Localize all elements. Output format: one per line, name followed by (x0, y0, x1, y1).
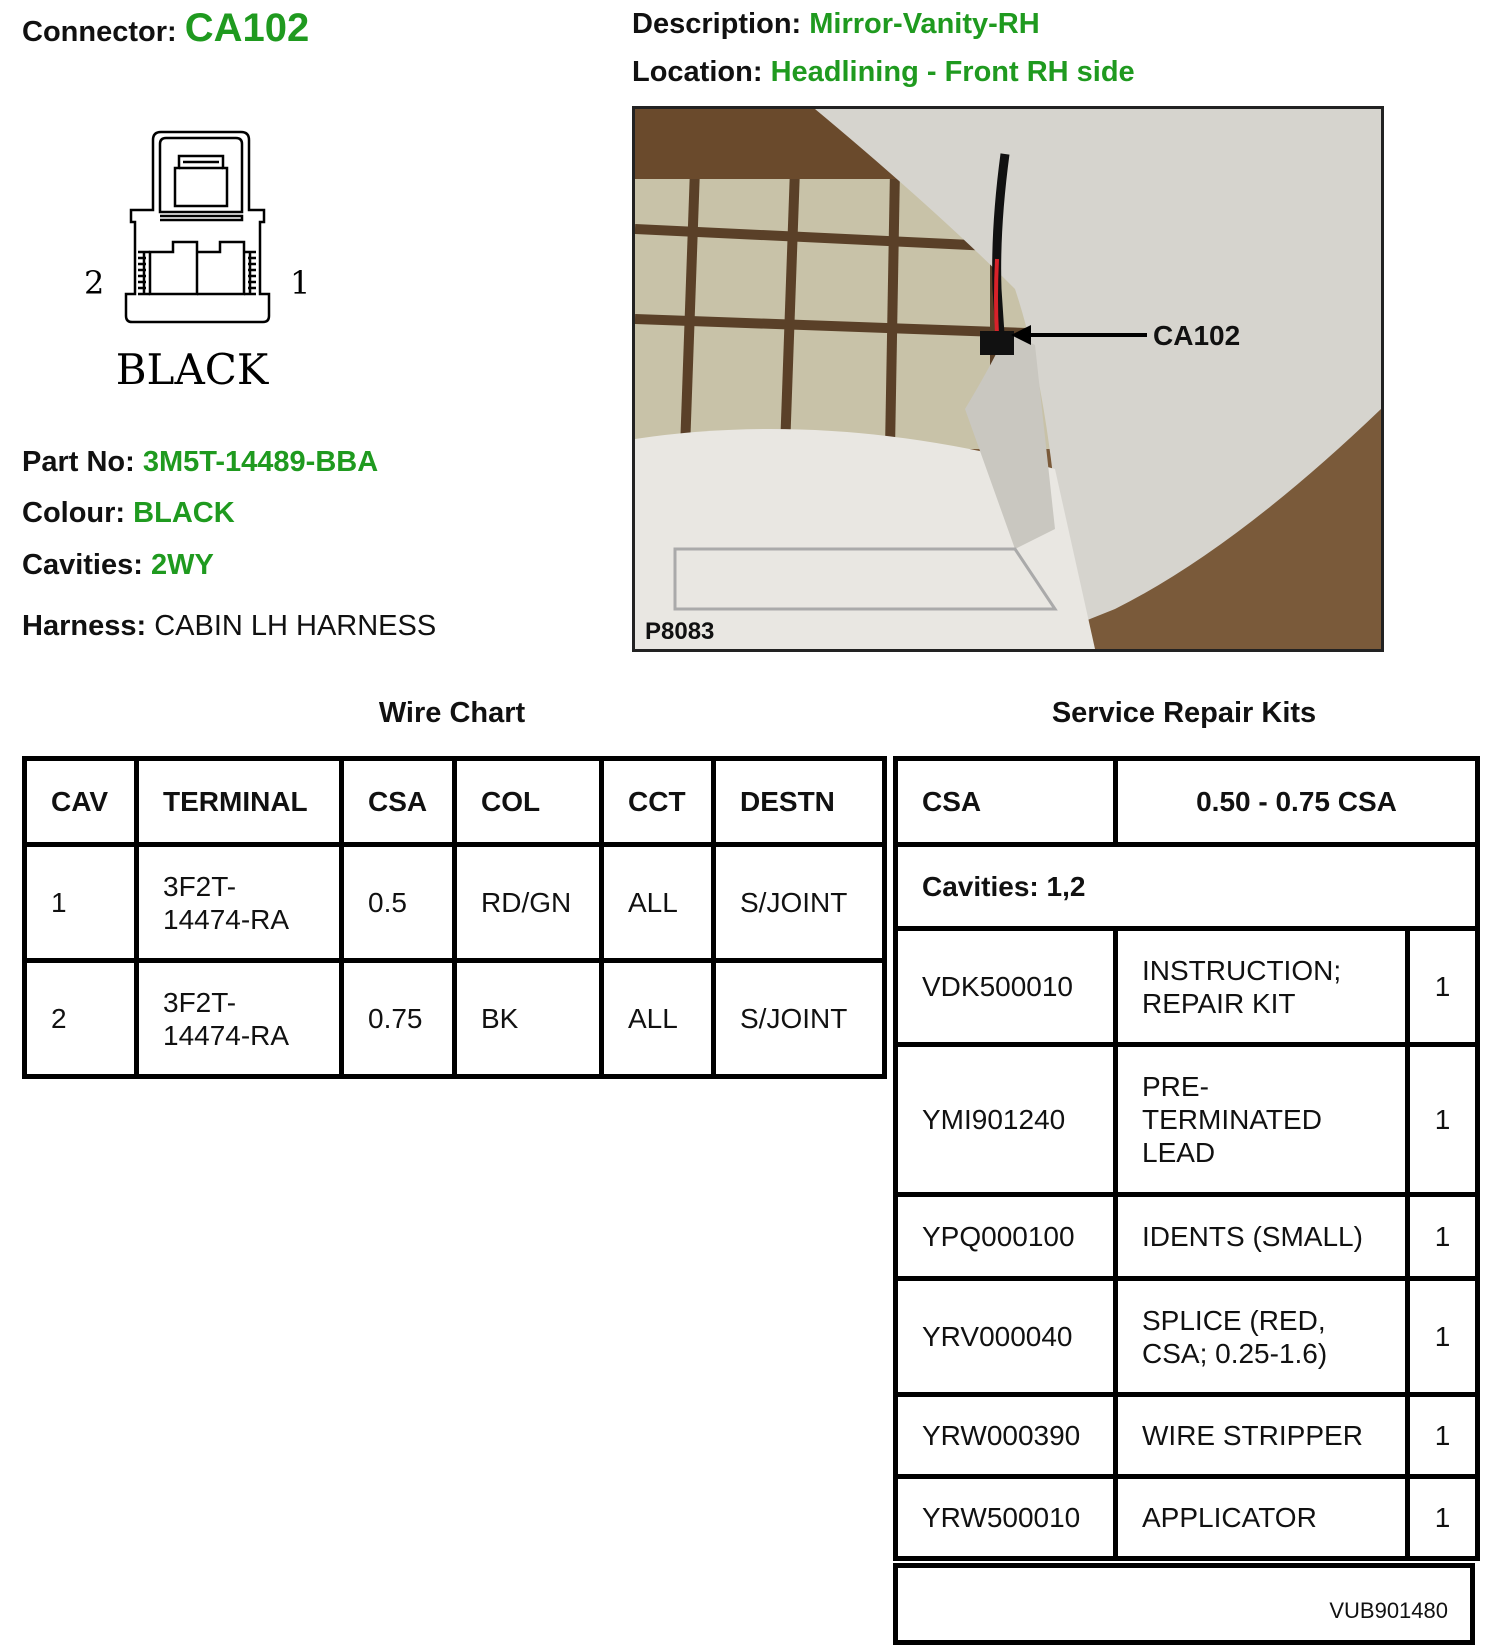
cell-destn: S/JOINT (714, 961, 885, 1077)
kit-description: PRE-TERMINATED LEAD (1116, 1045, 1408, 1195)
photo-ref: P8083 (645, 618, 715, 645)
cell-cct: ALL (602, 845, 714, 961)
location-photo (632, 106, 1384, 652)
wire-chart-table (22, 756, 887, 1079)
kit-description: WIRE STRIPPER (1116, 1395, 1408, 1477)
list-item (896, 1477, 1478, 1559)
cavities-line (22, 549, 214, 582)
connector-id: CA102 (184, 6, 310, 50)
list-item (896, 1395, 1478, 1477)
part-no-value: 3M5T-14489-BBA (142, 446, 379, 478)
list-item (896, 1045, 1478, 1195)
cavities-value: 2WY (150, 549, 214, 581)
list-item (896, 1279, 1478, 1395)
kits-cavities: Cavities: 1,2 (896, 845, 1478, 929)
col-header-csa: CSA (342, 759, 455, 845)
cell-col: RD/GN (455, 845, 602, 961)
pin-label-2: 2 (84, 264, 105, 302)
colour-value: BLACK (133, 497, 235, 529)
cavities-label: Cavities: (22, 549, 143, 581)
kit-part-no: YRV000040 (896, 1279, 1116, 1395)
photo-callout: CA102 (1153, 320, 1241, 351)
table-row (25, 845, 885, 961)
cell-cct: ALL (602, 961, 714, 1077)
cell-csa: 0.5 (342, 845, 455, 961)
harness-label: Harness: (22, 610, 147, 642)
kit-qty: 1 (1408, 1395, 1478, 1477)
connector-color-caption: BLACK (115, 345, 269, 394)
kits-csa-label: CSA (896, 759, 1116, 845)
cell-col: BK (455, 961, 602, 1077)
kit-part-no: YRW000390 (896, 1395, 1116, 1477)
kit-description: SPLICE (RED, CSA; 0.25-1.6) (1116, 1279, 1408, 1395)
kits-cavities-row (896, 845, 1478, 929)
col-header-cav: CAV (25, 759, 137, 845)
kit-part-no: VDK500010 (896, 929, 1116, 1045)
description-label: Description: (632, 8, 802, 40)
harness-value: CABIN LH HARNESS (154, 610, 437, 642)
description-value: Mirror-Vanity-RH (809, 8, 1040, 40)
list-item (896, 929, 1478, 1045)
part-no-line (22, 446, 378, 479)
kit-qty: 1 (1408, 1477, 1478, 1559)
list-item (896, 1195, 1478, 1279)
kit-qty: 1 (1408, 1195, 1478, 1279)
cell-terminal: 3F2T-14474-RA (137, 845, 342, 961)
pin-label-1: 1 (290, 264, 310, 302)
cell-csa: 0.75 (342, 961, 455, 1077)
cell-terminal: 3F2T-14474-RA (137, 961, 342, 1077)
connector-label: Connector: (22, 16, 177, 48)
kits-footer (893, 1563, 1475, 1645)
wire-chart-title: Wire Chart (378, 697, 526, 729)
footer-code: VUB901480 (1329, 1598, 1448, 1623)
repair-kits-table (893, 756, 1480, 1561)
col-header-destn: DESTN (714, 759, 885, 845)
harness-line (22, 610, 436, 643)
kit-qty: 1 (1408, 929, 1478, 1045)
col-header-cct: CCT (602, 759, 714, 845)
cell-cav: 2 (25, 961, 137, 1077)
cell-destn: S/JOINT (714, 845, 885, 961)
kit-part-no: YMI901240 (896, 1045, 1116, 1195)
table-row (25, 961, 885, 1077)
connector-heading (22, 6, 309, 51)
kit-description: IDENTS (SMALL) (1116, 1195, 1408, 1279)
kits-csa-value: 0.50 - 0.75 CSA (1116, 759, 1478, 845)
kit-description: APPLICATOR (1116, 1477, 1408, 1559)
location-value: Headlining - Front RH side (770, 56, 1135, 88)
col-header-col: COL (455, 759, 602, 845)
repair-kits-title: Service Repair Kits (1051, 697, 1317, 729)
part-no-label: Part No: (22, 446, 135, 478)
location-label: Location: (632, 56, 763, 88)
colour-line (22, 497, 235, 530)
cell-cav: 1 (25, 845, 137, 961)
colour-label: Colour: (22, 497, 126, 529)
description-line (632, 8, 1040, 41)
connector-face-drawing (80, 128, 310, 408)
col-header-terminal: TERMINAL (137, 759, 342, 845)
kits-header-row (896, 759, 1478, 845)
kit-part-no: YRW500010 (896, 1477, 1116, 1559)
kit-qty: 1 (1408, 1279, 1478, 1395)
kit-part-no: YPQ000100 (896, 1195, 1116, 1279)
wire-chart-header-row (25, 759, 885, 845)
kit-description: INSTRUCTION; REPAIR KIT (1116, 929, 1408, 1045)
location-line (632, 56, 1135, 89)
kit-qty: 1 (1408, 1045, 1478, 1195)
